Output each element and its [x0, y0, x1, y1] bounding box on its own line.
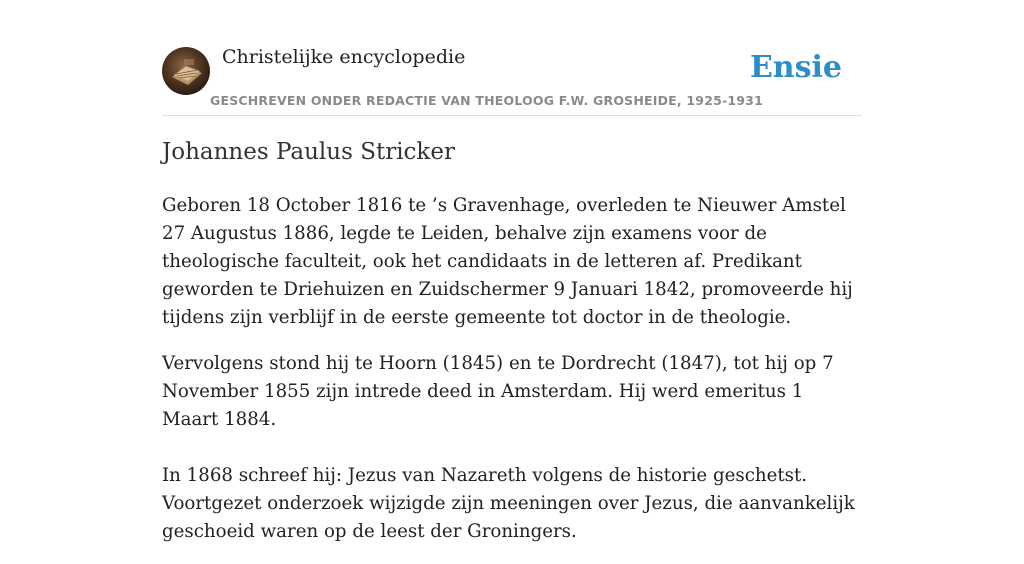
site-header: [162, 40, 862, 116]
article-paragraph: In 1868 schreef hij: Jezus van Nazareth volgens de historie geschetst. Voortgezet onderzoek wijzigde zijn meeningen over Jezus, die aanvankelijk geschoeid waren op de leest der Groningers.: [162, 465, 855, 542]
article-paragraph: Vervolgens stond hij te Hoorn (1845) en te Dordrecht (1847), tot hij op 7 November 1855 zijn intrede deed in Amsterdam. Hij werd emeritus 1 Maart 1884.: [162, 353, 834, 430]
article-body: [162, 192, 862, 564]
article-title: Johannes Paulus Stricker: [162, 139, 455, 165]
article-paragraph: Geboren 18 October 1816 te ’s Gravenhage, overleden te Nieuwer Amstel 27 Augustus 1886, legde te Leiden, behalve zijn examens voor de theologische faculteit, ook het candidaats in de letteren af. Predikant geworden te Driehuizen en Zuidschermer 9 Januari 1842, promoveerde hij tijdens zijn verblijf in de eerste gemeente tot doctor in de theologie.: [162, 195, 853, 328]
site-title[interactable]: Christelijke encyclopedie: [222, 46, 466, 68]
site-subtitle: GESCHREVEN ONDER REDACTIE VAN THEOLOOG F.W. GROSHEIDE, 1925-1931: [210, 93, 763, 108]
site-logo-avatar[interactable]: [162, 47, 210, 95]
book-image-icon: [162, 47, 210, 95]
ensie-logo[interactable]: Ensie: [749, 50, 842, 85]
